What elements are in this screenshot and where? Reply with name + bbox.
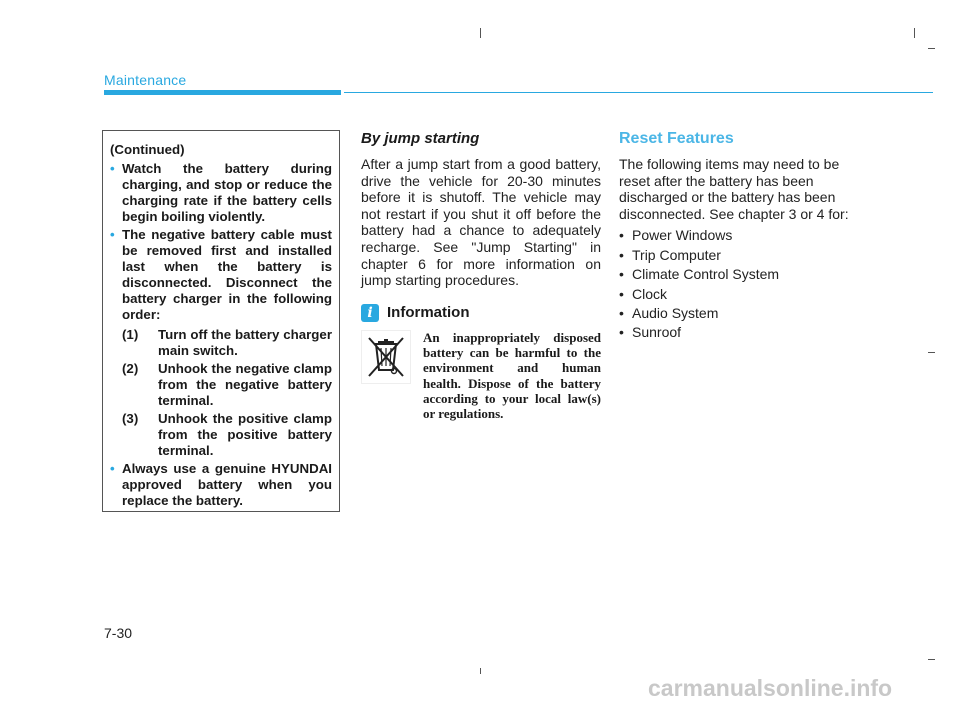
watermark: carmanualsonline.info — [648, 675, 893, 701]
continued-label: (Continued) — [110, 142, 185, 157]
warning-bullet-text: The negative battery cable must be removed first and installed last when the battery is disconnected. Disconnect the battery charger in the following order: — [122, 227, 332, 322]
reset-features-list — [619, 226, 857, 342]
information-title: Information — [387, 304, 470, 322]
information-header — [361, 304, 601, 322]
bullet-dot-icon: • — [110, 461, 115, 476]
jump-starting-title: By jump starting — [361, 130, 480, 147]
jump-starting-column — [361, 130, 601, 422]
warning-bullet-text: Always use a genuine HYUNDAI approved battery when you replace the battery. — [122, 461, 332, 508]
bullet-dot-icon: • — [619, 285, 624, 302]
list-item — [619, 285, 857, 304]
list-item — [619, 304, 857, 323]
warning-bullet — [110, 227, 332, 459]
list-item-label: Trip Computer — [632, 246, 721, 263]
list-item — [619, 323, 857, 342]
bullet-dot-icon: • — [619, 324, 624, 341]
list-item — [619, 226, 857, 245]
bullet-dot-icon: • — [619, 227, 624, 244]
warning-list — [110, 161, 332, 509]
reset-features-intro: The following items may need to be reset after the battery has been discharged or the battery has been disconnected. See chapter 3 or 4 for: — [619, 156, 849, 222]
bullet-dot-icon: • — [619, 246, 624, 263]
list-item — [619, 246, 857, 265]
list-item-label: Power Windows — [632, 227, 733, 244]
bullet-dot-icon: • — [110, 227, 115, 242]
header-rule-thin — [344, 92, 933, 93]
page-number: 7-30 — [104, 625, 133, 641]
step-text: Unhook the positive clamp from the positive battery terminal. — [158, 411, 332, 458]
info-icon: i — [361, 304, 379, 322]
list-item-label: Sunroof — [632, 324, 682, 341]
step-number: (3) — [122, 411, 139, 426]
jump-starting-body: After a jump start from a good battery, drive the vehicle for 20-30 minutes before it is shutoff. The vehicle may not restart if you shut it off before the battery had a chance to adequately recharge. See "Jump Starting" in chapter 6 for more information on jump starting procedures. — [361, 156, 601, 289]
bullet-dot-icon: • — [619, 305, 624, 321]
step-text: Turn off the battery charger main switch. — [158, 327, 332, 358]
crop-mark — [928, 48, 935, 49]
list-item — [619, 265, 857, 284]
warning-bullet-text: Watch the battery during charging, and stop or reduce the charging rate if the battery cells begin boiling violently. — [122, 161, 332, 224]
crop-mark — [914, 28, 915, 38]
reset-features-column — [619, 130, 857, 343]
step-item — [122, 411, 332, 459]
crop-mark — [928, 659, 935, 660]
list-item-label: Audio System — [632, 305, 719, 321]
crossed-out-wheeled-bin-icon — [361, 330, 411, 384]
step-item — [122, 361, 332, 409]
information-content — [361, 330, 601, 422]
crop-mark — [928, 352, 935, 353]
step-number: (2) — [122, 361, 139, 376]
reset-features-title: Reset Features — [619, 130, 734, 147]
step-item — [122, 327, 332, 359]
warning-box — [102, 130, 340, 512]
crop-mark — [480, 28, 481, 38]
section-title: Maintenance — [104, 72, 187, 88]
crop-mark — [480, 668, 481, 674]
list-item-label: Clock — [632, 285, 668, 302]
step-text: Unhook the negative clamp from the negative battery terminal. — [158, 361, 332, 408]
warning-bullet — [110, 461, 332, 509]
disconnect-steps — [122, 327, 332, 459]
warning-bullet — [110, 161, 332, 225]
bullet-dot-icon: • — [110, 161, 115, 176]
header-rule-thick — [104, 90, 341, 95]
bullet-dot-icon: • — [619, 266, 624, 283]
list-item-label: Climate Control System — [632, 266, 780, 283]
information-text: An inappropriately disposed battery can be harmful to the environment and human health. Dispose of the battery according to your local law(s) or regulations. — [423, 329, 601, 422]
step-number: (1) — [122, 327, 139, 342]
